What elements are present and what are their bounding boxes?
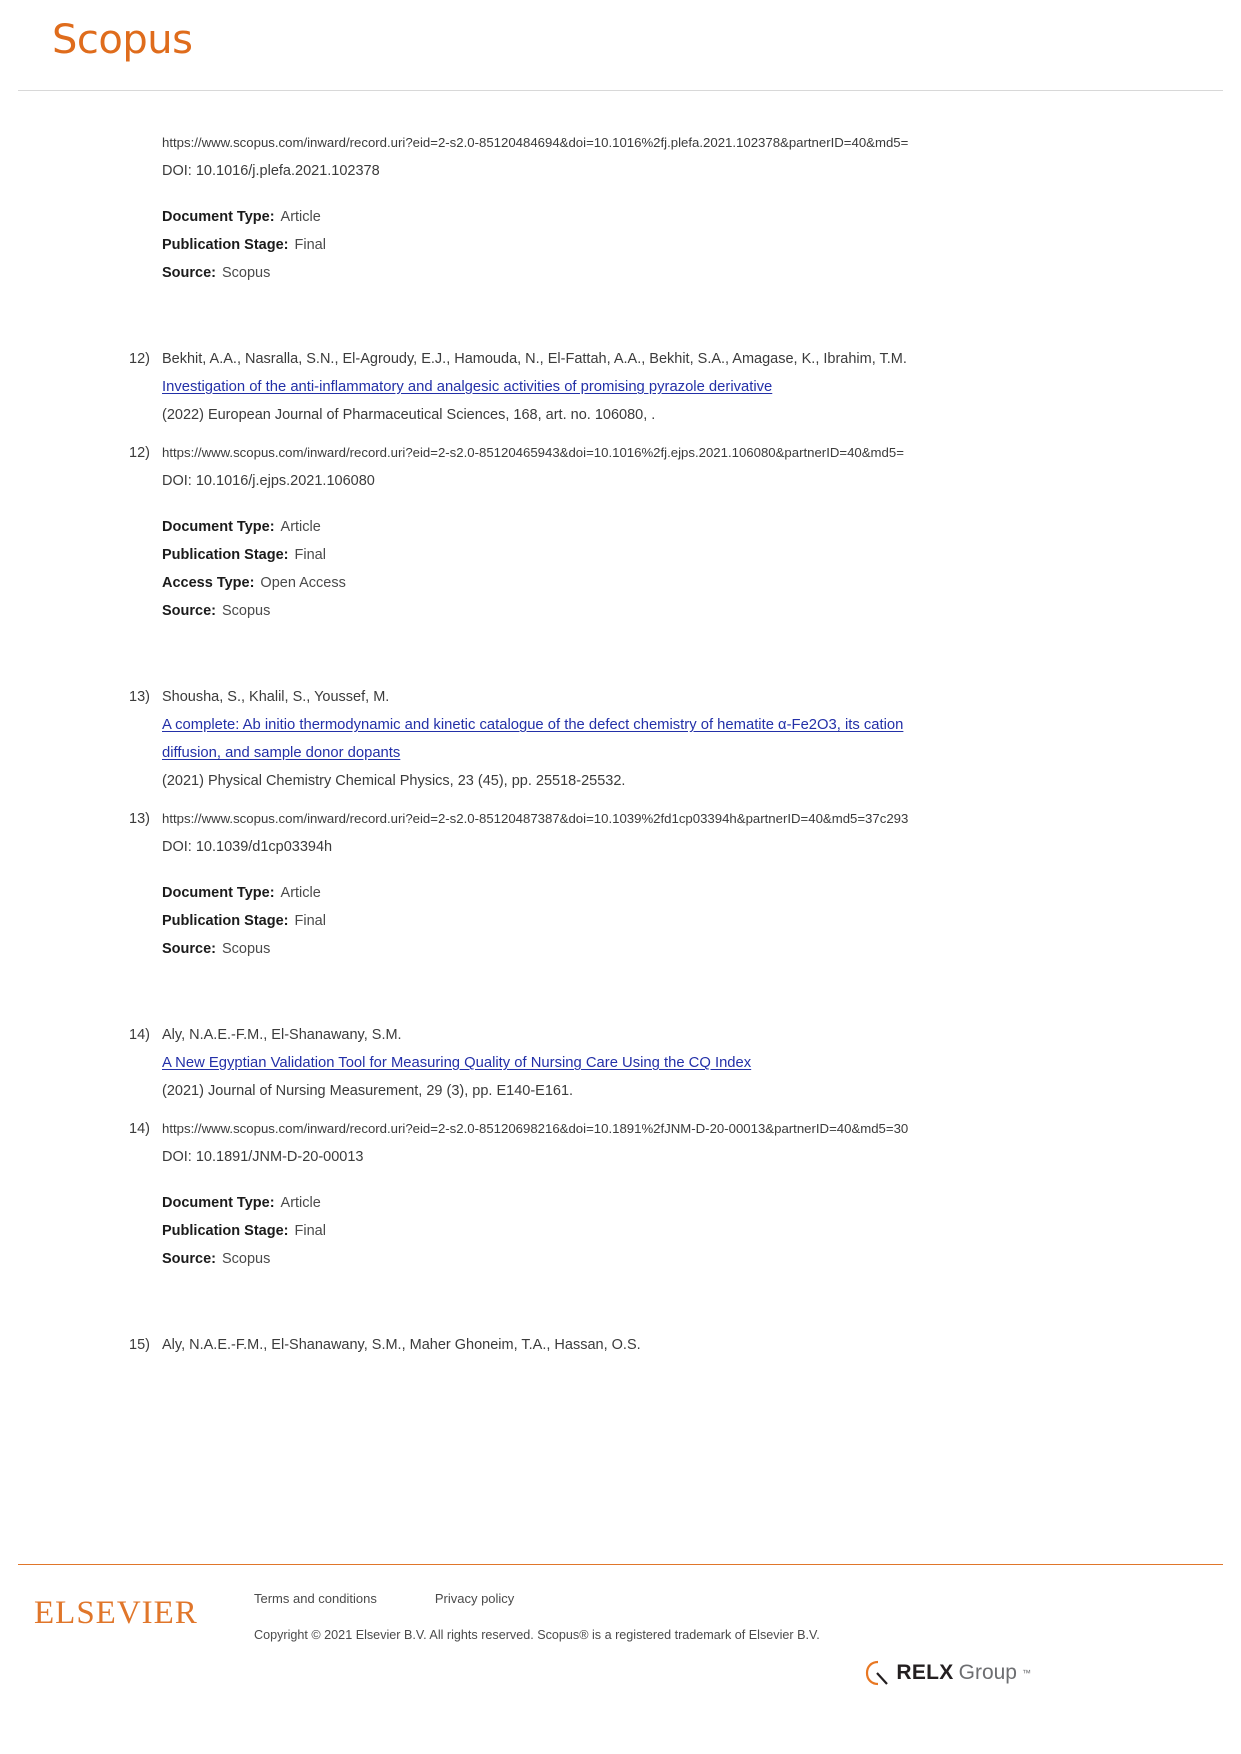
reference-entry bbox=[0, 129, 1241, 287]
title-container bbox=[162, 1049, 952, 1077]
page-header bbox=[0, 0, 1241, 91]
entry-number: 13) bbox=[129, 811, 150, 827]
metadata-key: Access Type: bbox=[162, 575, 255, 591]
metadata-row bbox=[162, 231, 1241, 259]
relx-mark-icon bbox=[865, 1660, 891, 1686]
doi-line bbox=[162, 1143, 1241, 1171]
entry-number: 14) bbox=[129, 1121, 150, 1137]
reference-entry bbox=[0, 1021, 1241, 1273]
reference-entry bbox=[0, 1331, 1241, 1359]
author-list: Aly, N.A.E.-F.M., El-Shanawany, S.M. bbox=[162, 1027, 402, 1043]
metadata-key: Source: bbox=[162, 941, 216, 957]
metadata-row bbox=[162, 513, 1241, 541]
record-url[interactable]: https://www.scopus.com/inward/record.uri?eid=2-s2.0-85120465943&doi=10.1016%2fj.ejps.2021.106080&partnerID=40&md5= bbox=[162, 445, 904, 460]
doi-line bbox=[162, 833, 1241, 861]
record-url[interactable]: https://www.scopus.com/inward/record.uri?eid=2-s2.0-85120484694&doi=10.1016%2fj.plefa.2021.102378&partnerID=40&md5= bbox=[162, 135, 909, 150]
metadata-row bbox=[162, 1189, 1241, 1217]
entry-header-row bbox=[0, 1021, 1241, 1105]
entry-number: 15) bbox=[129, 1337, 150, 1353]
footer-links-column bbox=[254, 1591, 1223, 1642]
metadata-key: Document Type: bbox=[162, 209, 275, 225]
entry-body bbox=[162, 345, 1241, 429]
terms-and-conditions-link[interactable]: Terms and conditions bbox=[254, 1591, 377, 1606]
elsevier-logo: ELSEVIER bbox=[34, 1595, 198, 1631]
metadata-value: Open Access bbox=[260, 575, 346, 591]
metadata-value: Scopus bbox=[222, 265, 271, 281]
footer-content bbox=[0, 1565, 1241, 1684]
entry-spacer bbox=[0, 999, 1241, 1021]
page-footer bbox=[0, 1564, 1241, 1754]
entry-url-row bbox=[0, 439, 1241, 625]
metadata-block bbox=[162, 203, 1241, 287]
metadata-row bbox=[162, 935, 1241, 963]
record-url[interactable]: https://www.scopus.com/inward/record.uri?eid=2-s2.0-85120698216&doi=10.1891%2fJNM-D-20-00013&partnerID=40&md5=30 bbox=[162, 1121, 909, 1136]
entry-spacer bbox=[0, 661, 1241, 683]
relx-group-word: Group bbox=[958, 1661, 1017, 1684]
entry-body bbox=[162, 683, 1241, 795]
metadata-row bbox=[162, 259, 1241, 287]
entry-spacer bbox=[0, 1273, 1241, 1309]
article-title-link[interactable]: Investigation of the anti-inflammatory and analgesic activities of promising pyrazole derivative bbox=[162, 379, 773, 395]
article-title-link[interactable]: A complete: Ab initio thermodynamic and kinetic catalogue of the defect chemistry of hematite α-Fe2O3, its cation diffusion, and sample donor dopants bbox=[162, 717, 904, 761]
entry-spacer bbox=[0, 625, 1241, 661]
entry-spacer bbox=[0, 323, 1241, 345]
entry-number: 12) bbox=[129, 445, 150, 461]
metadata-row bbox=[162, 569, 1241, 597]
metadata-key: Publication Stage: bbox=[162, 913, 289, 929]
entry-header-row bbox=[0, 683, 1241, 795]
metadata-row bbox=[162, 907, 1241, 935]
metadata-value: Final bbox=[294, 547, 326, 563]
citation-line: (2021) Physical Chemistry Chemical Physics, 23 (45), pp. 25518-25532. bbox=[162, 773, 626, 789]
trademark-symbol: ™ bbox=[1022, 1668, 1031, 1678]
citation-line: (2022) European Journal of Pharmaceutical Sciences, 168, art. no. 106080, . bbox=[162, 407, 656, 423]
row-spacer bbox=[0, 1105, 1241, 1115]
metadata-value: Final bbox=[294, 1223, 326, 1239]
metadata-key: Publication Stage: bbox=[162, 547, 289, 563]
entry-url-row bbox=[0, 805, 1241, 963]
entry-spacer bbox=[0, 963, 1241, 999]
metadata-block bbox=[162, 879, 1241, 963]
metadata-key: Publication Stage: bbox=[162, 237, 289, 253]
relx-group-logo bbox=[865, 1660, 1031, 1686]
footer-links bbox=[254, 1591, 1223, 1606]
reference-entry bbox=[0, 683, 1241, 963]
doi-label: DOI: bbox=[162, 473, 192, 489]
citation-line: (2021) Journal of Nursing Measurement, 29 (3), pp. E140-E161. bbox=[162, 1083, 574, 1099]
title-container bbox=[162, 711, 952, 767]
entry-header-row bbox=[0, 345, 1241, 429]
doi-value: 10.1016/j.ejps.2021.106080 bbox=[195, 473, 375, 489]
entry-number: 12) bbox=[129, 351, 150, 367]
doi-line bbox=[162, 467, 1241, 495]
entry-url-row bbox=[0, 1115, 1241, 1273]
metadata-row bbox=[162, 879, 1241, 907]
doi-value: 10.1891/JNM-D-20-00013 bbox=[195, 1149, 364, 1165]
entry-number: 13) bbox=[129, 689, 150, 705]
title-container bbox=[162, 373, 952, 401]
metadata-row bbox=[162, 597, 1241, 625]
metadata-value: Article bbox=[280, 519, 321, 535]
article-title-link[interactable]: A New Egyptian Validation Tool for Measuring Quality of Nursing Care Using the CQ Index bbox=[162, 1055, 752, 1071]
entry-body bbox=[162, 1331, 1241, 1359]
entry-body bbox=[162, 439, 1241, 625]
metadata-value: Scopus bbox=[222, 603, 271, 619]
metadata-value: Article bbox=[280, 209, 321, 225]
doi-value: 10.1016/j.plefa.2021.102378 bbox=[195, 163, 380, 179]
metadata-value: Final bbox=[294, 237, 326, 253]
privacy-policy-link[interactable]: Privacy policy bbox=[434, 1591, 515, 1606]
entry-header-row bbox=[0, 1331, 1241, 1359]
entry-spacer bbox=[0, 287, 1241, 323]
copyright-text: Copyright © 2021 Elsevier B.V. All rights reserved. Scopus® is a registered trademark of Elsevier B.V. bbox=[254, 1628, 820, 1642]
metadata-row bbox=[162, 1217, 1241, 1245]
author-list: Aly, N.A.E.-F.M., El-Shanawany, S.M., Maher Ghoneim, T.A., Hassan, O.S. bbox=[162, 1337, 641, 1353]
metadata-row bbox=[162, 541, 1241, 569]
metadata-key: Source: bbox=[162, 1251, 216, 1267]
entry-body bbox=[162, 1115, 1241, 1273]
metadata-key: Document Type: bbox=[162, 885, 275, 901]
metadata-key: Source: bbox=[162, 265, 216, 281]
author-list: Shousha, S., Khalil, S., Youssef, M. bbox=[162, 689, 390, 705]
metadata-key: Document Type: bbox=[162, 1195, 275, 1211]
metadata-row bbox=[162, 203, 1241, 231]
metadata-value: Article bbox=[280, 1195, 321, 1211]
row-spacer bbox=[0, 429, 1241, 439]
doi-label: DOI: bbox=[162, 1149, 192, 1165]
metadata-key: Publication Stage: bbox=[162, 1223, 289, 1239]
metadata-key: Source: bbox=[162, 603, 216, 619]
row-spacer bbox=[0, 795, 1241, 805]
metadata-row bbox=[162, 1245, 1241, 1273]
record-url[interactable]: https://www.scopus.com/inward/record.uri?eid=2-s2.0-85120487387&doi=10.1039%2fd1cp03394h&partnerID=40&md5=37c293 bbox=[162, 811, 909, 826]
metadata-value: Scopus bbox=[222, 1251, 271, 1267]
metadata-value: Article bbox=[280, 885, 321, 901]
metadata-value: Scopus bbox=[222, 941, 271, 957]
doi-value: 10.1039/d1cp03394h bbox=[195, 839, 333, 855]
metadata-block bbox=[162, 513, 1241, 625]
scopus-logo: Scopus bbox=[52, 17, 193, 63]
doi-label: DOI: bbox=[162, 839, 192, 855]
doi-line bbox=[162, 157, 1241, 185]
metadata-value: Final bbox=[294, 913, 326, 929]
doi-label: DOI: bbox=[162, 163, 192, 179]
reference-entry bbox=[0, 345, 1241, 625]
relx-wordmark: RELX bbox=[896, 1661, 954, 1684]
entry-body bbox=[162, 1021, 1241, 1105]
entry-body bbox=[162, 805, 1241, 963]
metadata-key: Document Type: bbox=[162, 519, 275, 535]
entry-number: 14) bbox=[129, 1027, 150, 1043]
metadata-block bbox=[162, 1189, 1241, 1273]
results-list bbox=[0, 91, 1241, 1419]
entry-spacer bbox=[0, 1309, 1241, 1331]
author-list: Bekhit, A.A., Nasralla, S.N., El-Agroudy, E.J., Hamouda, N., El-Fattah, A.A., Bekhit, S.A., Amagase, K., Ibrahim, T.M. bbox=[162, 351, 907, 367]
